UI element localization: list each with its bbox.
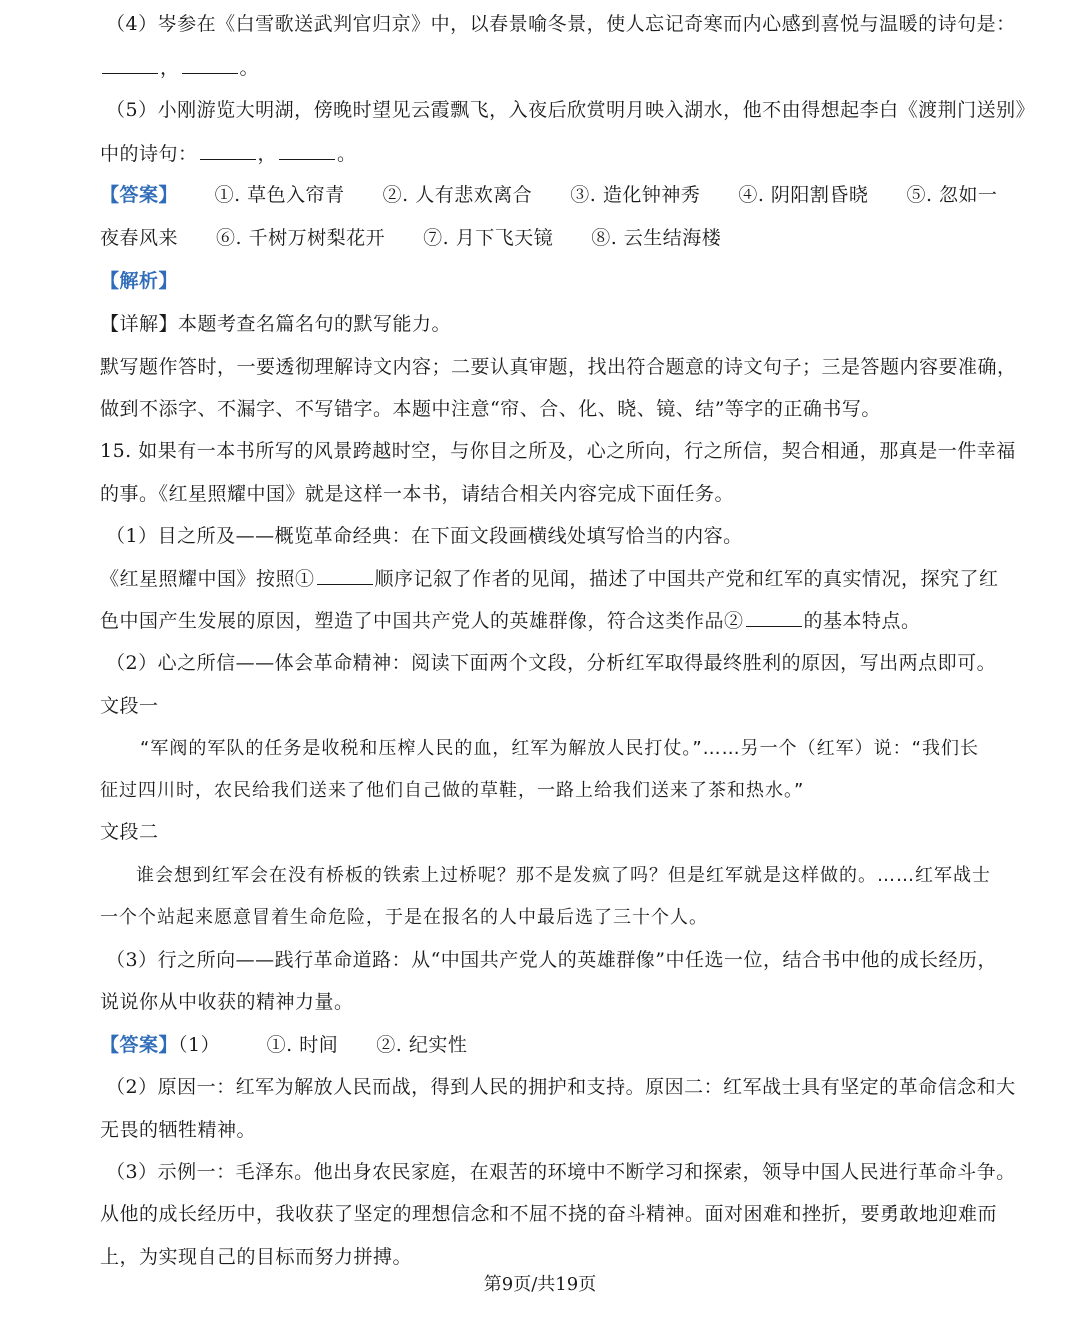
passage2-title: 文段二 (100, 821, 159, 843)
answer-blank (200, 141, 256, 160)
page-number: 第9页/共19页 (483, 1274, 597, 1295)
q15-task3-line2: 说说你从中收获的精神力量。 (100, 991, 354, 1013)
answer-item: ⑧. 云生结海楼 (591, 227, 722, 249)
answer-item: 夜春风来 (100, 227, 179, 249)
answer-tag: 【答案】 (100, 1034, 179, 1056)
q15-answer3-line1: （3）示例一：毛泽东。他出身农民家庭，在艰苦的环境中不断学习和探索，领导中国人民进行革命斗争。 (106, 1161, 1016, 1183)
answer-item: ①. 草色入帘青 (214, 184, 345, 206)
answer-item: ②. 人有悲欢离合 (382, 184, 533, 206)
q14-answer-row1 (100, 181, 1000, 209)
q15-answer3-line2: 从他的成长经历中，我收获了坚定的理想信念和不屈不挠的奋斗精神。面对困难和挫折，要勇敢地迎难而 (100, 1203, 998, 1225)
passage1-title: 文段一 (100, 695, 159, 717)
passage2-line2: 一个个站起来愿意冒着生命危险，于是在报名的人中最后选了三十个人。 (100, 907, 708, 928)
answer-blank (746, 608, 802, 627)
q15-answer2-line1: （2）原因一：红军为解放人民而战，得到人民的拥护和支持。原因二：红军战士具有坚定的革命信念和大 (106, 1076, 1016, 1098)
q15-fill-line1: 《红星照耀中国》按照① 顺序记叙了作者的见闻，描述了中国共产党和红军的真实情况，探究了红 (100, 568, 999, 590)
q15-answer2-line2: 无畏的牺牲精神。 (100, 1119, 257, 1141)
q15-answer-row1: 【答案】（1） ①. 时间 ②. 纪实性 (100, 1034, 468, 1056)
answer-item: ⑥. 千树万树梨花开 (216, 227, 386, 249)
q15-task3-line1: （3）行之所向——践行革命道路：从“中国共产党人的英雄群像”中任选一位，结合书中他的成长经历， (106, 949, 998, 971)
q15-task1: （1）目之所及——概览革命经典：在下面文段画横线处填写恰当的内容。 (106, 525, 743, 547)
q15-answer3-line3: 上，为实现自己的目标而努力拼搏。 (100, 1246, 413, 1268)
answer-item: ⑦. 月下飞天镜 (423, 227, 554, 249)
answer-item: ②. 纪实性 (376, 1034, 468, 1056)
detail-paragraph-line2: 做到不添字、不漏字、不写错字。本题中注意“帘、合、化、晓、镜、结”等字的正确书写。 (100, 398, 881, 420)
q14-part4-line1: （4）岑参在《白雪歌送武判官归京》中，以春景喻冬景，使人忘记奇寒而内心感到喜悦与温暖的诗句是： (106, 13, 1016, 35)
answer-item: ③. 造化钟神秀 (570, 184, 701, 206)
passage1-line1: “军阀的军队的任务是收税和压榨人民的血，红军为解放人民打仗。”……另一个（红军）说：“我们长 (140, 738, 979, 759)
answer-blank (102, 55, 158, 74)
answer-blank (279, 141, 335, 160)
passage1-line2: 征过四川时，农民给我们送来了他们自己做的草鞋，一路上给我们送来了茶和热水。” (100, 780, 805, 801)
detail-paragraph-line1: 默写题作答时，一要透彻理解诗文内容；二要认真审题，找出符合题意的诗文句子；三是答题内容要准确， (100, 356, 1017, 378)
q14-part4-blanks: ， 。 (100, 54, 1000, 82)
q15-task2: （2）心之所信——体会革命精神：阅读下面两个文段，分析红军取得最终胜利的原因，写出两点即可。 (106, 652, 997, 674)
answer-blank (317, 566, 373, 585)
q14-answer-row2 (100, 224, 1000, 252)
answer-item: ①. 时间 (266, 1034, 339, 1056)
q15-intro-line1: 15. 如果有一本书所写的风景跨越时空，与你目之所及，心之所向，行之所信，契合相通，那真是一件幸福 (100, 440, 1016, 462)
answer-tag: 【答案】 (100, 184, 179, 206)
detail-heading: 【详解】本题考查名篇名句的默写能力。 (100, 313, 452, 335)
passage2-line1: 谁会想到红军会在没有桥板的铁索上过桥呢？那不是发疯了吗？但是红军就是这样做的。……红军战士 (136, 865, 991, 886)
answer-blank (182, 55, 238, 74)
q15-fill-line2: 色中国产生发展的原因，塑造了中国共产党人的英雄群像，符合这类作品② 的基本特点。 (100, 610, 921, 632)
q14-part5-line1: （5）小刚游览大明湖，傍晚时望见云霞飘飞，入夜后欣赏明月映入湖水，他不由得想起李白《渡荆门送别》 (106, 99, 1036, 121)
answer-item: ⑤. 忽如一 (906, 184, 998, 206)
q14-part5-line2: 中的诗句： ， 。 (100, 143, 357, 165)
q15-intro-line2: 的事。《红星照耀中国》就是这样一本书，请结合相关内容完成下面任务。 (100, 483, 735, 505)
analysis-tag: 【解析】 (100, 270, 179, 292)
answer-item: ④. 阴阳割昏晓 (738, 184, 869, 206)
